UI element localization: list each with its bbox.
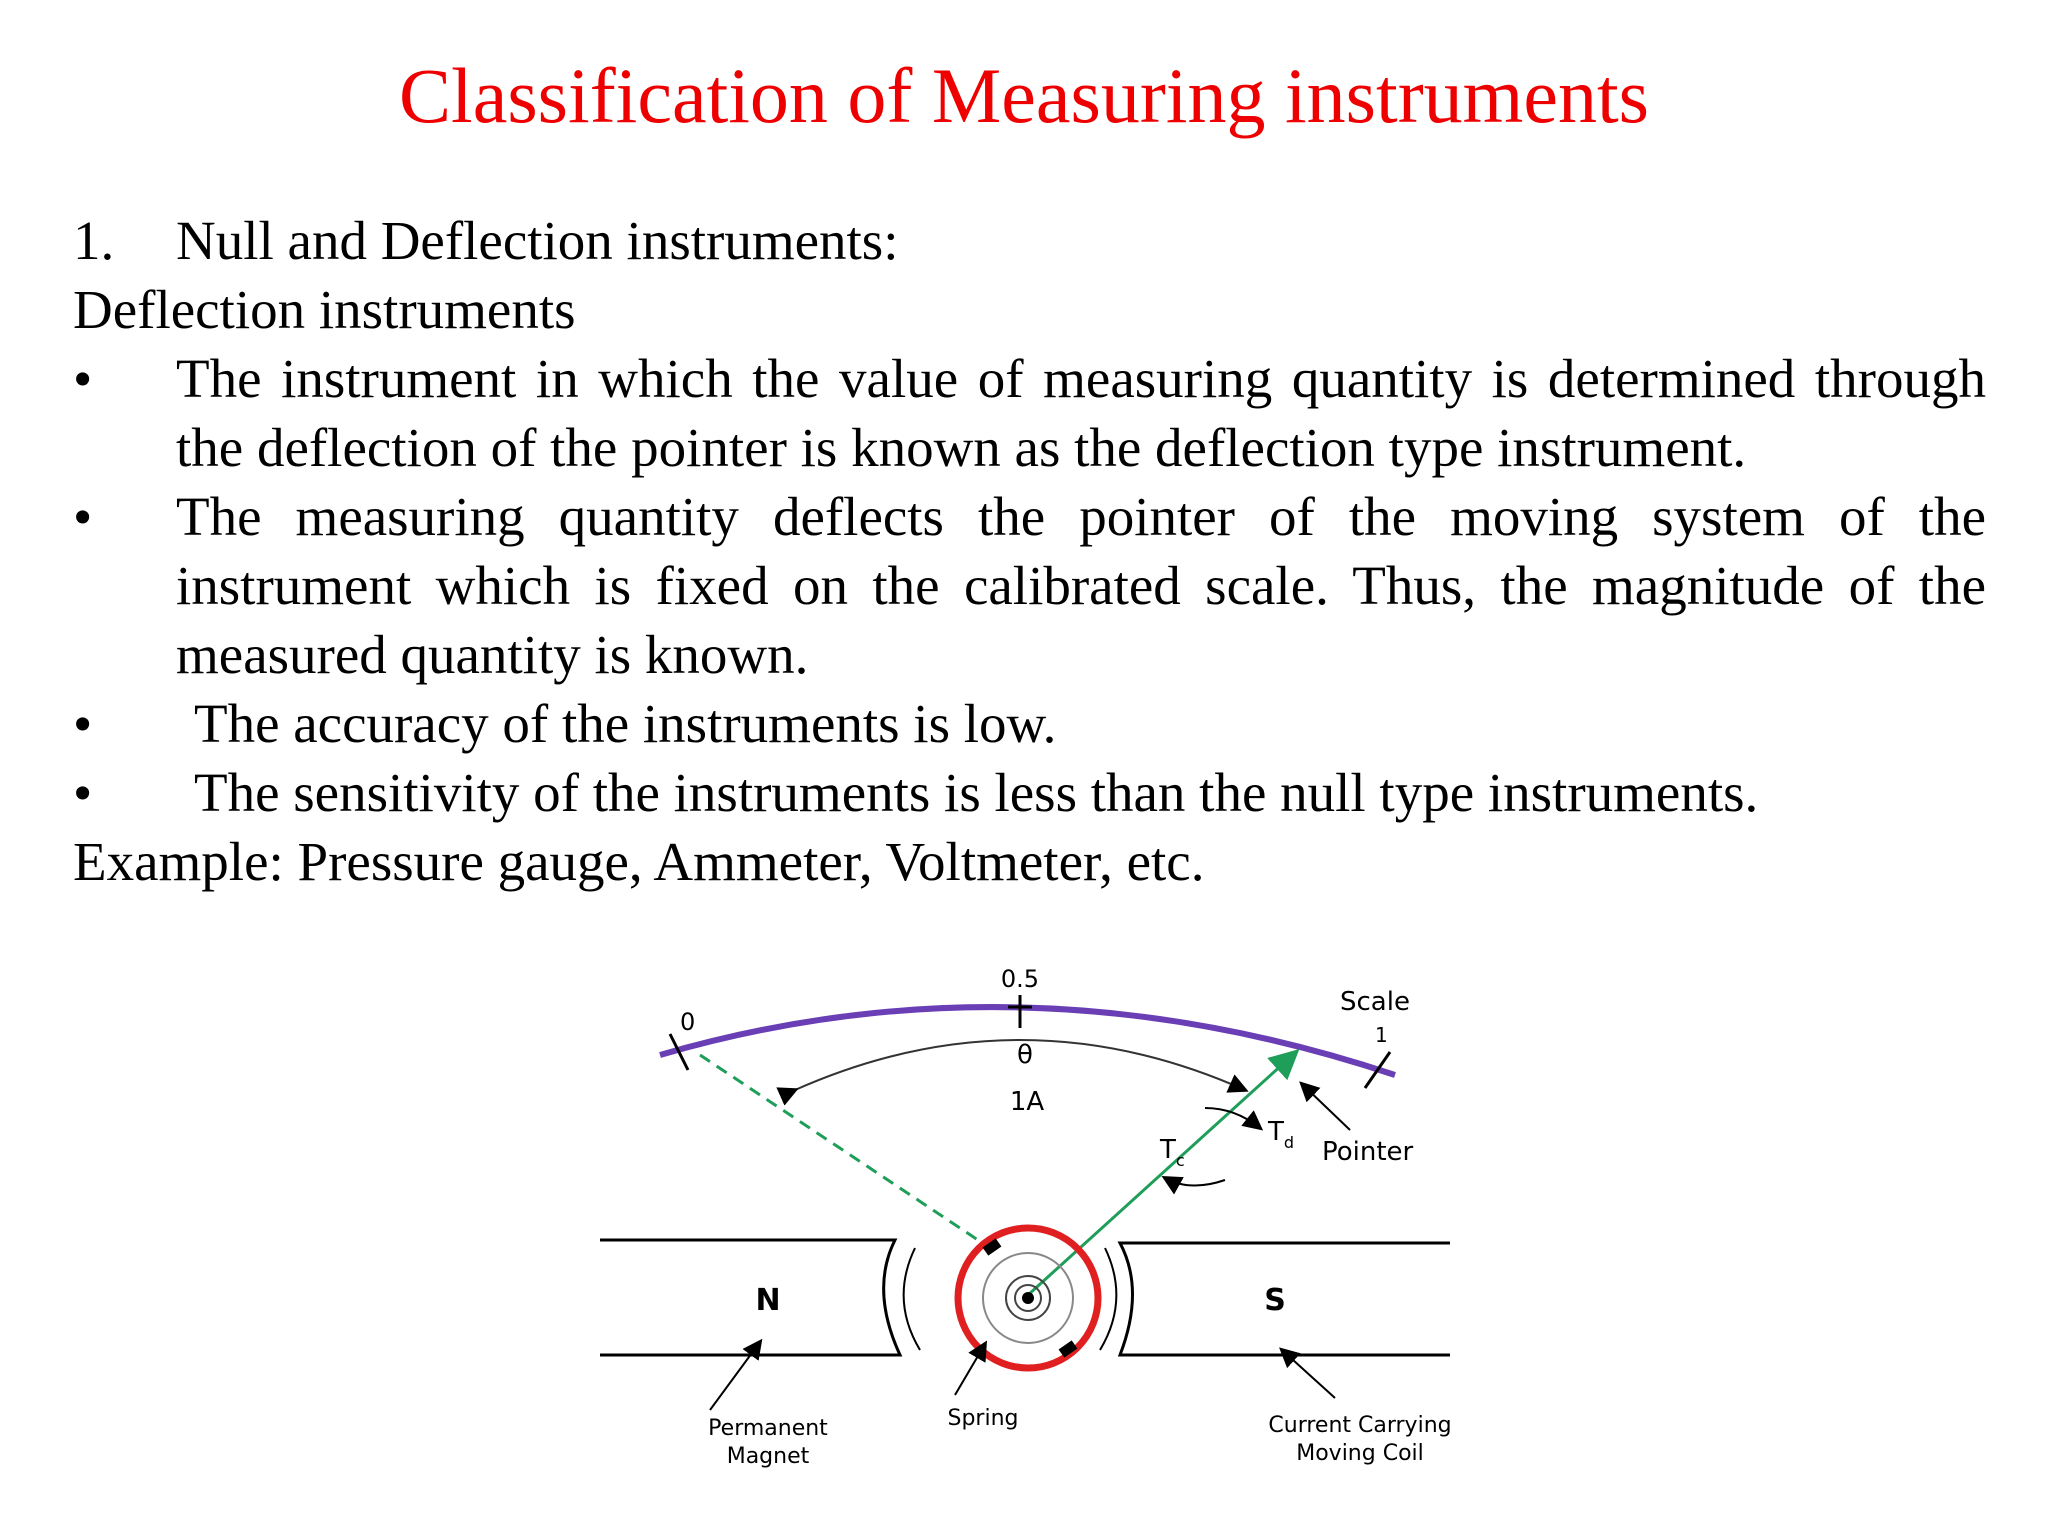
bullet-marker: • [73,486,93,547]
bullet-item [73,758,1986,827]
slide-title: Classification of Measuring instruments [399,52,1649,139]
bullet-text: The measuring quantity deflects the pointer of the moving system of the instrument which is fixed on the calibrated scale. Thus, the magnitude of the measured quantity is known. [176,486,1986,685]
bullet-marker: • [73,693,93,754]
pointer [1028,1053,1295,1295]
pmmc-diagram [600,960,1500,1480]
subheading: Deflection instruments [73,279,576,340]
heading-text: Null and Deflection instruments: [176,210,899,271]
coil-leader [1282,1350,1335,1398]
south-label: S [1264,1283,1286,1318]
bullet-item [73,344,1986,482]
pointer-leader [1302,1084,1350,1130]
pointer-label: Pointer [1322,1137,1414,1167]
scale-full-label: 1 [1375,1023,1388,1047]
tc-label: $T_c$ [1160,1135,1185,1170]
bullet-text: The instrument in which the value of measuring quantity is determined through the deflection of the pointer is known as the deflection type instrument. [176,348,1986,478]
north-label: N [755,1283,781,1318]
bullet-marker: • [73,348,93,409]
bullet-item [73,689,1986,758]
bullet-marker: • [73,762,93,823]
scale-zero-label: 0 [680,1008,696,1036]
scale-mid-label: 0.5 [1000,965,1040,993]
coil-clamp-bottom [1059,1340,1078,1357]
td-label: $T_d$ [1268,1117,1295,1152]
bullet-item [73,482,1986,689]
current-label: 1A [1009,1087,1045,1117]
bullet-text: The accuracy of the instruments is low. [194,693,1057,754]
tc-torque-arrow [1165,1178,1225,1186]
coil-label-line2: Moving Coil [1296,1441,1424,1466]
zero-pointer [700,1055,990,1248]
north-pole [600,1240,900,1355]
magnet-label-line1: Permanent [708,1416,828,1441]
bullet-text: The sensitivity of the instruments is less than the null type instruments. [194,762,1759,823]
magnet-label-line2: Magnet [726,1444,810,1469]
south-pole-face [1100,1248,1116,1350]
coil-label-line1: Current Carrying [1268,1413,1452,1438]
example-line: Example: Pressure gauge, Ammeter, Voltmeter, etc. [73,831,1205,892]
spring-label: Spring [947,1406,1019,1431]
pivot [1022,1292,1034,1304]
spring-leader [955,1344,985,1395]
theta-label: θ [1017,1040,1033,1070]
slide-body [73,206,1986,896]
scale-label: Scale [1340,987,1410,1017]
magnet-leader [710,1342,760,1410]
numbered-heading [73,206,1986,275]
heading-number: 1. [73,210,115,271]
north-pole-face [904,1248,920,1350]
